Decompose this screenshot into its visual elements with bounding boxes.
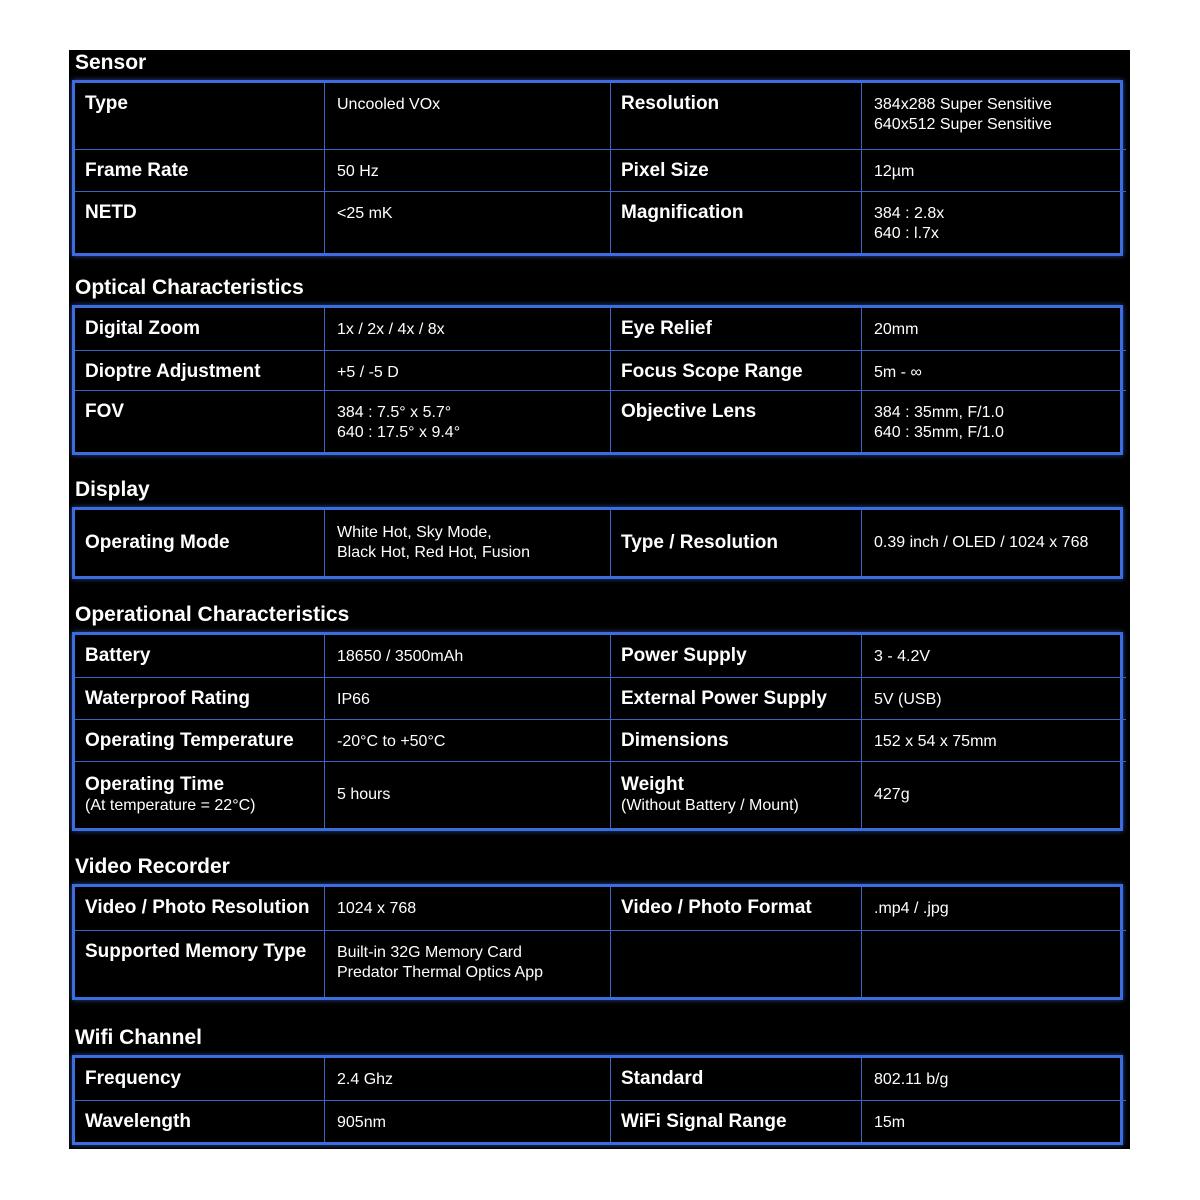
spec-label-cell xyxy=(610,635,861,677)
spec-value-cell xyxy=(324,510,610,576)
label-text: Operating Mode xyxy=(85,532,230,553)
spec-label-cell xyxy=(610,887,861,930)
spec-value-cell xyxy=(861,1058,1126,1100)
label-text: Video / Photo Format xyxy=(621,897,812,918)
label-text: Supported Memory Type xyxy=(85,941,307,962)
spec-value-cell xyxy=(861,635,1126,677)
value-line: 905nm xyxy=(337,1114,386,1131)
spec-label-cell xyxy=(75,192,324,253)
spec-label xyxy=(621,645,747,667)
spec-value-cell xyxy=(324,1058,610,1100)
spec-value xyxy=(337,1113,386,1133)
value-line: 640 : 35mm, F/1.0 xyxy=(874,424,1004,441)
spec-value-cell xyxy=(324,762,610,828)
spec-label xyxy=(85,532,230,554)
value-line: 1024 x 768 xyxy=(337,900,417,917)
spec-value xyxy=(337,204,393,224)
spec-label-cell xyxy=(610,762,861,828)
spec-label-cell xyxy=(610,391,861,452)
value-line: 0.39 inch / OLED / 1024 x 768 xyxy=(874,534,1089,551)
table-row xyxy=(75,149,1126,191)
spec-value xyxy=(337,162,379,182)
label-note: (At temperature = 22°C) xyxy=(85,797,256,814)
spec-value xyxy=(874,899,949,919)
spec-label-cell xyxy=(610,931,861,997)
value-line: 5m - ∞ xyxy=(874,364,922,381)
spec-label-cell xyxy=(610,150,861,191)
label-text: Objective Lens xyxy=(621,401,757,422)
spec-label xyxy=(85,361,261,383)
label-text: Dimensions xyxy=(621,730,729,751)
label-text: Digital Zoom xyxy=(85,318,201,339)
spec-label-cell xyxy=(610,1058,861,1100)
spec-label-cell xyxy=(75,931,324,997)
spec-value xyxy=(337,363,399,383)
spec-value-cell xyxy=(324,150,610,191)
label-text: Magnification xyxy=(621,202,744,223)
table-row xyxy=(75,191,1126,253)
spec-value xyxy=(337,1070,393,1090)
label-text: Power Supply xyxy=(621,645,747,666)
spec-value xyxy=(874,363,922,383)
value-line: 50 Hz xyxy=(337,163,379,180)
spec-label-cell xyxy=(75,678,324,719)
spec-value xyxy=(337,647,463,667)
value-line: 5V (USB) xyxy=(874,691,942,708)
label-text: NETD xyxy=(85,202,137,223)
spec-label xyxy=(621,160,709,182)
spec-label-cell xyxy=(75,83,324,149)
spec-label xyxy=(85,730,294,752)
table-row xyxy=(75,390,1126,452)
value-line: 2.4 Ghz xyxy=(337,1071,394,1088)
spec-value-cell xyxy=(324,192,610,253)
spec-label xyxy=(85,774,255,816)
spec-value-cell xyxy=(324,678,610,719)
table-row xyxy=(75,510,1126,576)
spec-value-cell xyxy=(861,391,1126,452)
spec-label xyxy=(85,645,150,667)
section-title: Sensor xyxy=(75,51,147,74)
section-title: Operational Characteristics xyxy=(75,603,350,626)
value-line: Built-in 32G Memory Card xyxy=(337,944,522,961)
spec-value xyxy=(337,320,445,340)
section-title: Video Recorder xyxy=(75,855,230,878)
spec-label-cell xyxy=(610,1101,861,1142)
table-row xyxy=(75,719,1126,761)
spec-label xyxy=(621,532,778,554)
spec-value-cell xyxy=(861,510,1126,576)
spec-value xyxy=(874,403,1004,443)
spec-value-cell xyxy=(324,1101,610,1142)
value-line: White Hot, Sky Mode, xyxy=(337,524,492,541)
label-text: Pixel Size xyxy=(621,160,709,181)
label-note: (Without Battery / Mount) xyxy=(621,797,799,814)
spec-label xyxy=(85,318,200,340)
spec-table xyxy=(72,80,1123,256)
spec-value xyxy=(337,403,460,443)
spec-label xyxy=(85,897,309,919)
label-text: Type xyxy=(85,93,128,114)
value-line: 640 : 17.5° x 9.4° xyxy=(337,424,461,441)
spec-table xyxy=(72,632,1123,831)
label-text: FOV xyxy=(85,401,125,422)
spec-value xyxy=(874,1070,948,1090)
spec-label xyxy=(85,160,189,182)
spec-label xyxy=(621,93,719,115)
label-text: Operating Temperature xyxy=(85,730,294,751)
value-line: 152 x 54 x 75mm xyxy=(874,733,997,750)
spec-label xyxy=(621,1111,787,1133)
spec-label-cell xyxy=(75,391,324,452)
spec-label-cell xyxy=(610,192,861,253)
spec-value-cell xyxy=(861,1101,1126,1142)
value-line: IP66 xyxy=(337,691,370,708)
spec-label xyxy=(621,897,812,919)
spec-label-cell xyxy=(75,635,324,677)
table-row xyxy=(75,761,1126,828)
spec-table xyxy=(72,1055,1123,1145)
table-row xyxy=(75,887,1126,930)
spec-label-cell xyxy=(610,351,861,390)
spec-value xyxy=(337,943,543,983)
value-line: 1x / 2x / 4x / 8x xyxy=(337,321,445,338)
spec-value-cell xyxy=(861,887,1126,930)
spec-value-cell xyxy=(861,678,1126,719)
label-text: Frame Rate xyxy=(85,160,189,181)
spec-value-cell xyxy=(861,351,1126,390)
spec-label-cell xyxy=(75,1101,324,1142)
table-row xyxy=(75,677,1126,719)
label-text: Standard xyxy=(621,1068,704,1089)
spec-label-cell xyxy=(75,720,324,761)
label-text: Eye Relief xyxy=(621,318,712,339)
spec-label-cell xyxy=(75,762,324,828)
label-text: WiFi Signal Range xyxy=(621,1111,787,1132)
spec-label-cell xyxy=(610,720,861,761)
spec-value xyxy=(874,533,1088,553)
label-text: Operating Time xyxy=(85,774,225,795)
spec-label xyxy=(621,730,729,752)
spec-value-cell xyxy=(861,762,1126,828)
spec-value xyxy=(337,732,445,752)
value-line: 12µm xyxy=(874,163,915,180)
spec-label-cell xyxy=(75,887,324,930)
spec-label xyxy=(85,688,250,710)
label-text: Resolution xyxy=(621,93,720,114)
spec-label xyxy=(85,93,128,115)
value-line: 384 : 2.8x xyxy=(874,205,945,222)
value-line: 640x512 Super Sensitive xyxy=(874,116,1052,133)
value-line: +5 / -5 D xyxy=(337,364,399,381)
spec-value xyxy=(874,732,997,752)
spec-label xyxy=(621,1068,703,1090)
spec-value-cell xyxy=(861,308,1126,350)
spec-value xyxy=(874,647,930,667)
table-row xyxy=(75,1100,1126,1142)
spec-value-cell xyxy=(324,720,610,761)
value-line: 384x288 Super Sensitive xyxy=(874,96,1052,113)
value-line: 20mm xyxy=(874,321,919,338)
spec-value-cell xyxy=(324,931,610,997)
spec-label-cell xyxy=(75,1058,324,1100)
spec-label xyxy=(85,941,306,963)
spec-value-cell xyxy=(861,83,1126,149)
spec-value xyxy=(337,785,390,805)
section-title: Wifi Channel xyxy=(75,1026,202,1049)
value-line: Uncooled VOx xyxy=(337,96,441,113)
spec-value-cell xyxy=(861,150,1126,191)
spec-label-cell xyxy=(610,510,861,576)
spec-label xyxy=(621,401,756,423)
value-line: 3 - 4.2V xyxy=(874,648,931,665)
spec-value xyxy=(874,162,914,182)
value-line: -20°C to +50°C xyxy=(337,733,446,750)
spec-label xyxy=(621,202,743,224)
value-line: Predator Thermal Optics App xyxy=(337,964,544,981)
spec-value-cell xyxy=(861,931,1126,997)
spec-label xyxy=(621,688,827,710)
label-text: Weight xyxy=(621,774,684,795)
value-line: Black Hot, Red Hot, Fusion xyxy=(337,544,530,561)
label-text: Dioptre Adjustment xyxy=(85,361,261,382)
spec-label-cell xyxy=(610,308,861,350)
value-line: 640 : l.7x xyxy=(874,225,939,242)
spec-value-cell xyxy=(324,887,610,930)
section-title: Optical Characteristics xyxy=(75,276,304,299)
spec-value xyxy=(874,690,942,710)
spec-label-cell xyxy=(75,308,324,350)
spec-label xyxy=(85,1111,191,1133)
spec-value-cell xyxy=(861,192,1126,253)
label-text: Type / Resolution xyxy=(621,532,778,553)
spec-label-cell xyxy=(75,510,324,576)
value-line: 15m xyxy=(874,1114,906,1131)
spec-table xyxy=(72,305,1123,455)
spec-label-cell xyxy=(75,150,324,191)
spec-label xyxy=(85,401,124,423)
value-line: 802.11 b/g xyxy=(874,1071,949,1088)
spec-value-cell xyxy=(324,635,610,677)
value-line: 384 : 7.5° x 5.7° xyxy=(337,404,452,421)
spec-value xyxy=(874,785,910,805)
label-text: Frequency xyxy=(85,1068,182,1089)
spec-value-cell xyxy=(861,720,1126,761)
spec-label xyxy=(621,361,803,383)
spec-label-cell xyxy=(610,678,861,719)
label-text: Wavelength xyxy=(85,1111,191,1132)
spec-sheet xyxy=(69,50,1130,1149)
spec-label-cell xyxy=(610,83,861,149)
spec-value xyxy=(874,1113,905,1133)
table-row xyxy=(75,930,1126,997)
value-line: 384 : 35mm, F/1.0 xyxy=(874,404,1004,421)
label-text: Waterproof Rating xyxy=(85,688,251,709)
spec-label-cell xyxy=(75,351,324,390)
spec-label xyxy=(85,1068,181,1090)
label-text: External Power Supply xyxy=(621,688,827,709)
value-line: .mp4 / .jpg xyxy=(874,900,949,917)
spec-value-cell xyxy=(324,391,610,452)
value-line: 5 hours xyxy=(337,786,391,803)
spec-value-cell xyxy=(324,83,610,149)
value-line: <25 mK xyxy=(337,205,393,222)
table-row xyxy=(75,308,1126,350)
value-line: 18650 / 3500mAh xyxy=(337,648,464,665)
spec-value-cell xyxy=(324,351,610,390)
spec-table xyxy=(72,884,1123,1000)
spec-value xyxy=(874,95,1052,135)
spec-value xyxy=(874,320,918,340)
spec-value-cell xyxy=(324,308,610,350)
label-text: Focus Scope Range xyxy=(621,361,803,382)
table-row xyxy=(75,1058,1126,1100)
spec-value xyxy=(874,204,944,244)
spec-value xyxy=(337,690,370,710)
table-row xyxy=(75,83,1126,149)
label-text: Video / Photo Resolution xyxy=(85,897,310,918)
spec-value xyxy=(337,523,530,563)
table-row xyxy=(75,635,1126,677)
spec-table xyxy=(72,507,1123,579)
value-line: 427g xyxy=(874,786,910,803)
spec-label xyxy=(621,318,712,340)
spec-label xyxy=(621,774,799,816)
label-text: Battery xyxy=(85,645,151,666)
spec-label xyxy=(85,202,137,224)
table-row xyxy=(75,350,1126,390)
spec-value xyxy=(337,899,416,919)
spec-value xyxy=(337,95,440,115)
section-title: Display xyxy=(75,478,150,501)
